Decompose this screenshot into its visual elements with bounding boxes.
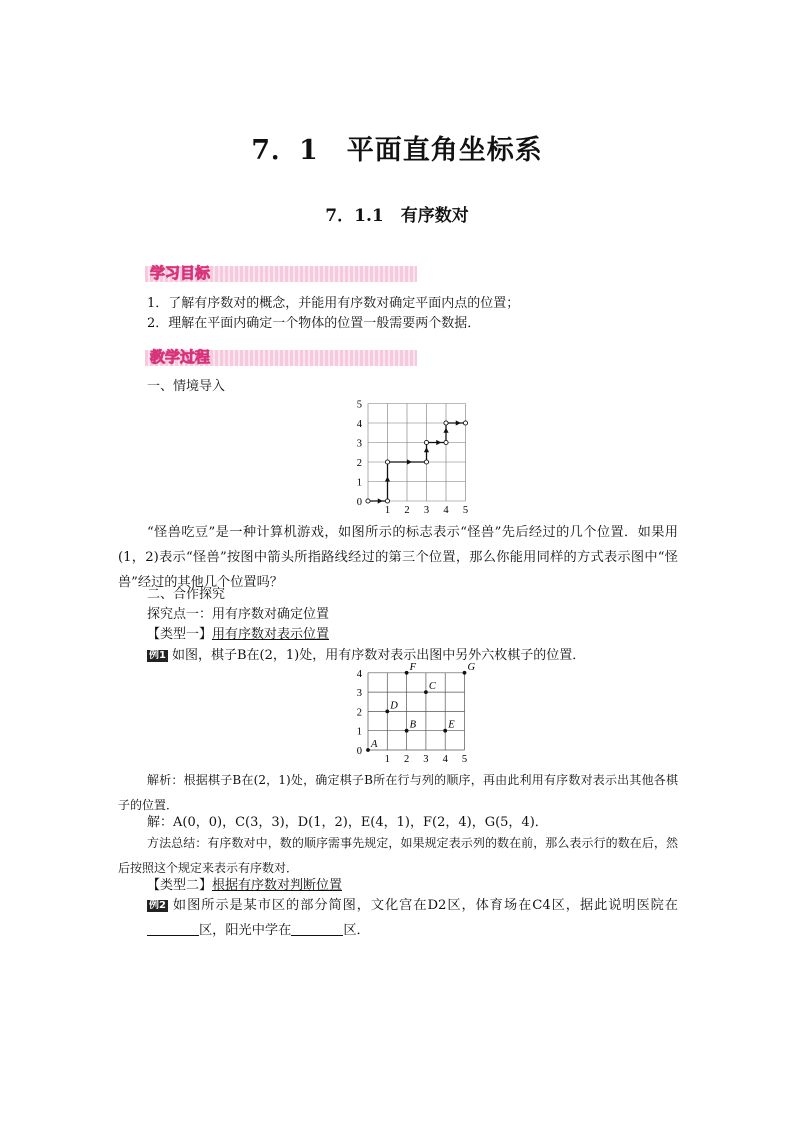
example2-text-b: 区，阳光中学在 [199,923,292,938]
chess-piece-label: C [428,681,436,693]
path-point [366,499,370,503]
path-arrow [424,447,429,452]
school-answer-blank[interactable] [291,921,343,936]
teaching-process-banner [145,346,417,366]
goal-item-1: 1．了解有序数对的概念，并能用有序数对确定平面内点的位置； [147,296,520,311]
example2-text-a: 如图所示是某市区的部分简图，文化宫在D2区，体育场在C4区，据此说明医院在 [171,898,678,913]
learning-goals-tag: 学习目标 [150,264,211,282]
path-point [463,421,467,425]
goal-item-2: 2．理解在平面内确定一个物体的位置一般需要两个数据． [147,316,481,331]
example2-text-c: 区． [343,923,370,938]
path-arrow [378,498,383,503]
figure2-ticks [357,669,467,765]
chess-piece [424,690,428,694]
type1-label: 【类型一】 [147,627,213,642]
section-subtitle: 7．1.1 有序数对 [325,206,469,226]
x-tick-label: 1 [384,505,391,516]
example2-tag: 例2 [149,900,166,911]
x-tick-label: 4 [442,754,448,765]
type1-title: 用有序数对表示位置 [212,627,330,642]
path-point [444,440,448,444]
teaching-process-tag: 教学过程 [150,348,211,366]
chess-piece [366,748,370,752]
chess-piece-label: E [448,719,455,731]
chess-piece-label: A [371,739,378,750]
x-tick-label: 5 [461,754,468,765]
page-title: 7．1 平面直角坐标系 [251,135,543,166]
path-arrow [436,440,441,445]
type2-title: 根据有序数对判断位置 [212,878,343,893]
y-tick-label: 1 [356,477,362,489]
hospital-answer-blank[interactable] [147,921,199,936]
path-arrow [456,420,461,425]
y-tick-label: 2 [356,458,362,469]
x-tick-label: 2 [403,754,410,765]
intro-paragraph: “怪兽吃豆”是一种计算机游戏，如图所示的标志表示“怪兽”先后经过的几个位置．如果用(1，2)表示“怪兽”按图中箭头所指路线经过的第三个位置，那么你能用同样的方式表示图中“怪兽”经过的其他几个位置吗？ [118,525,678,590]
pacman-path-figure [350,398,475,516]
chess-piece-label: G [467,661,476,673]
figure2-grid [368,673,465,750]
y-tick-label: 4 [356,419,362,430]
path-point [385,499,389,503]
part2-heading: 二、合作探究 [147,587,226,602]
example1-line [147,647,585,665]
x-tick-label: 3 [423,505,430,516]
path-point [424,460,428,464]
chess-piece-label: F [409,661,417,673]
type2-label: 【类型二】 [147,878,213,893]
solution-line: 解：A(0，0)，C(3，3)，D(1，2)，E(4，1)，F(2，4)，G(5，4)． [147,815,548,830]
chess-pieces-figure [350,661,476,766]
figure2-pieces [366,662,475,752]
path-arrow [443,428,448,433]
path-point [424,440,428,444]
figure1-grid [368,404,466,502]
x-tick-label: 4 [443,505,449,516]
y-tick-label: 5 [356,399,362,411]
chess-piece [443,729,447,733]
path-arrow [407,459,412,464]
exploration-point-1: 探究点一：用有序数对确定位置 [147,607,330,622]
y-tick-label: 0 [356,746,362,757]
y-tick-label: 2 [356,707,362,719]
y-tick-label: 4 [356,668,362,680]
x-tick-label: 3 [423,754,429,765]
y-tick-label: 3 [356,688,362,700]
example2-paragraph [118,893,678,943]
analysis-paragraph: 解析：根据棋子B在(2，1)处，确定棋子B所在行与列的顺序，再由此利用有序数对表示出其他各棋子的位置． [118,773,678,812]
path-arrow [385,477,390,482]
figure1-ticks [357,400,468,517]
learning-goals-banner [145,262,417,282]
path-point [385,460,389,464]
method-summary: 方法总结：有序数对中，数的顺序需事先规定，如果规定表示列的数在前，那么表示行的数在后，然后按照这个规定来表示有序数对． [118,836,678,875]
x-tick-label: 2 [404,505,410,516]
y-tick-label: 1 [356,726,362,738]
chess-piece [405,729,409,733]
chess-piece [405,671,409,675]
part1-heading: 一、情境导入 [147,379,226,394]
y-tick-label: 0 [356,497,362,508]
x-tick-label: 1 [384,754,390,765]
chess-piece [385,710,389,714]
type1-heading [147,626,329,644]
chess-piece-label: B [409,719,417,731]
path-point [444,421,448,425]
x-tick-label: 5 [462,505,469,516]
y-tick-label: 3 [356,438,362,450]
example1-text: 如图，棋子B在(2，1)处，用有序数对表示出图中另外六枚棋子的位置． [171,648,586,663]
chess-piece-label: D [390,700,398,712]
example1-tag: 例1 [149,650,166,661]
chess-piece [463,671,467,675]
